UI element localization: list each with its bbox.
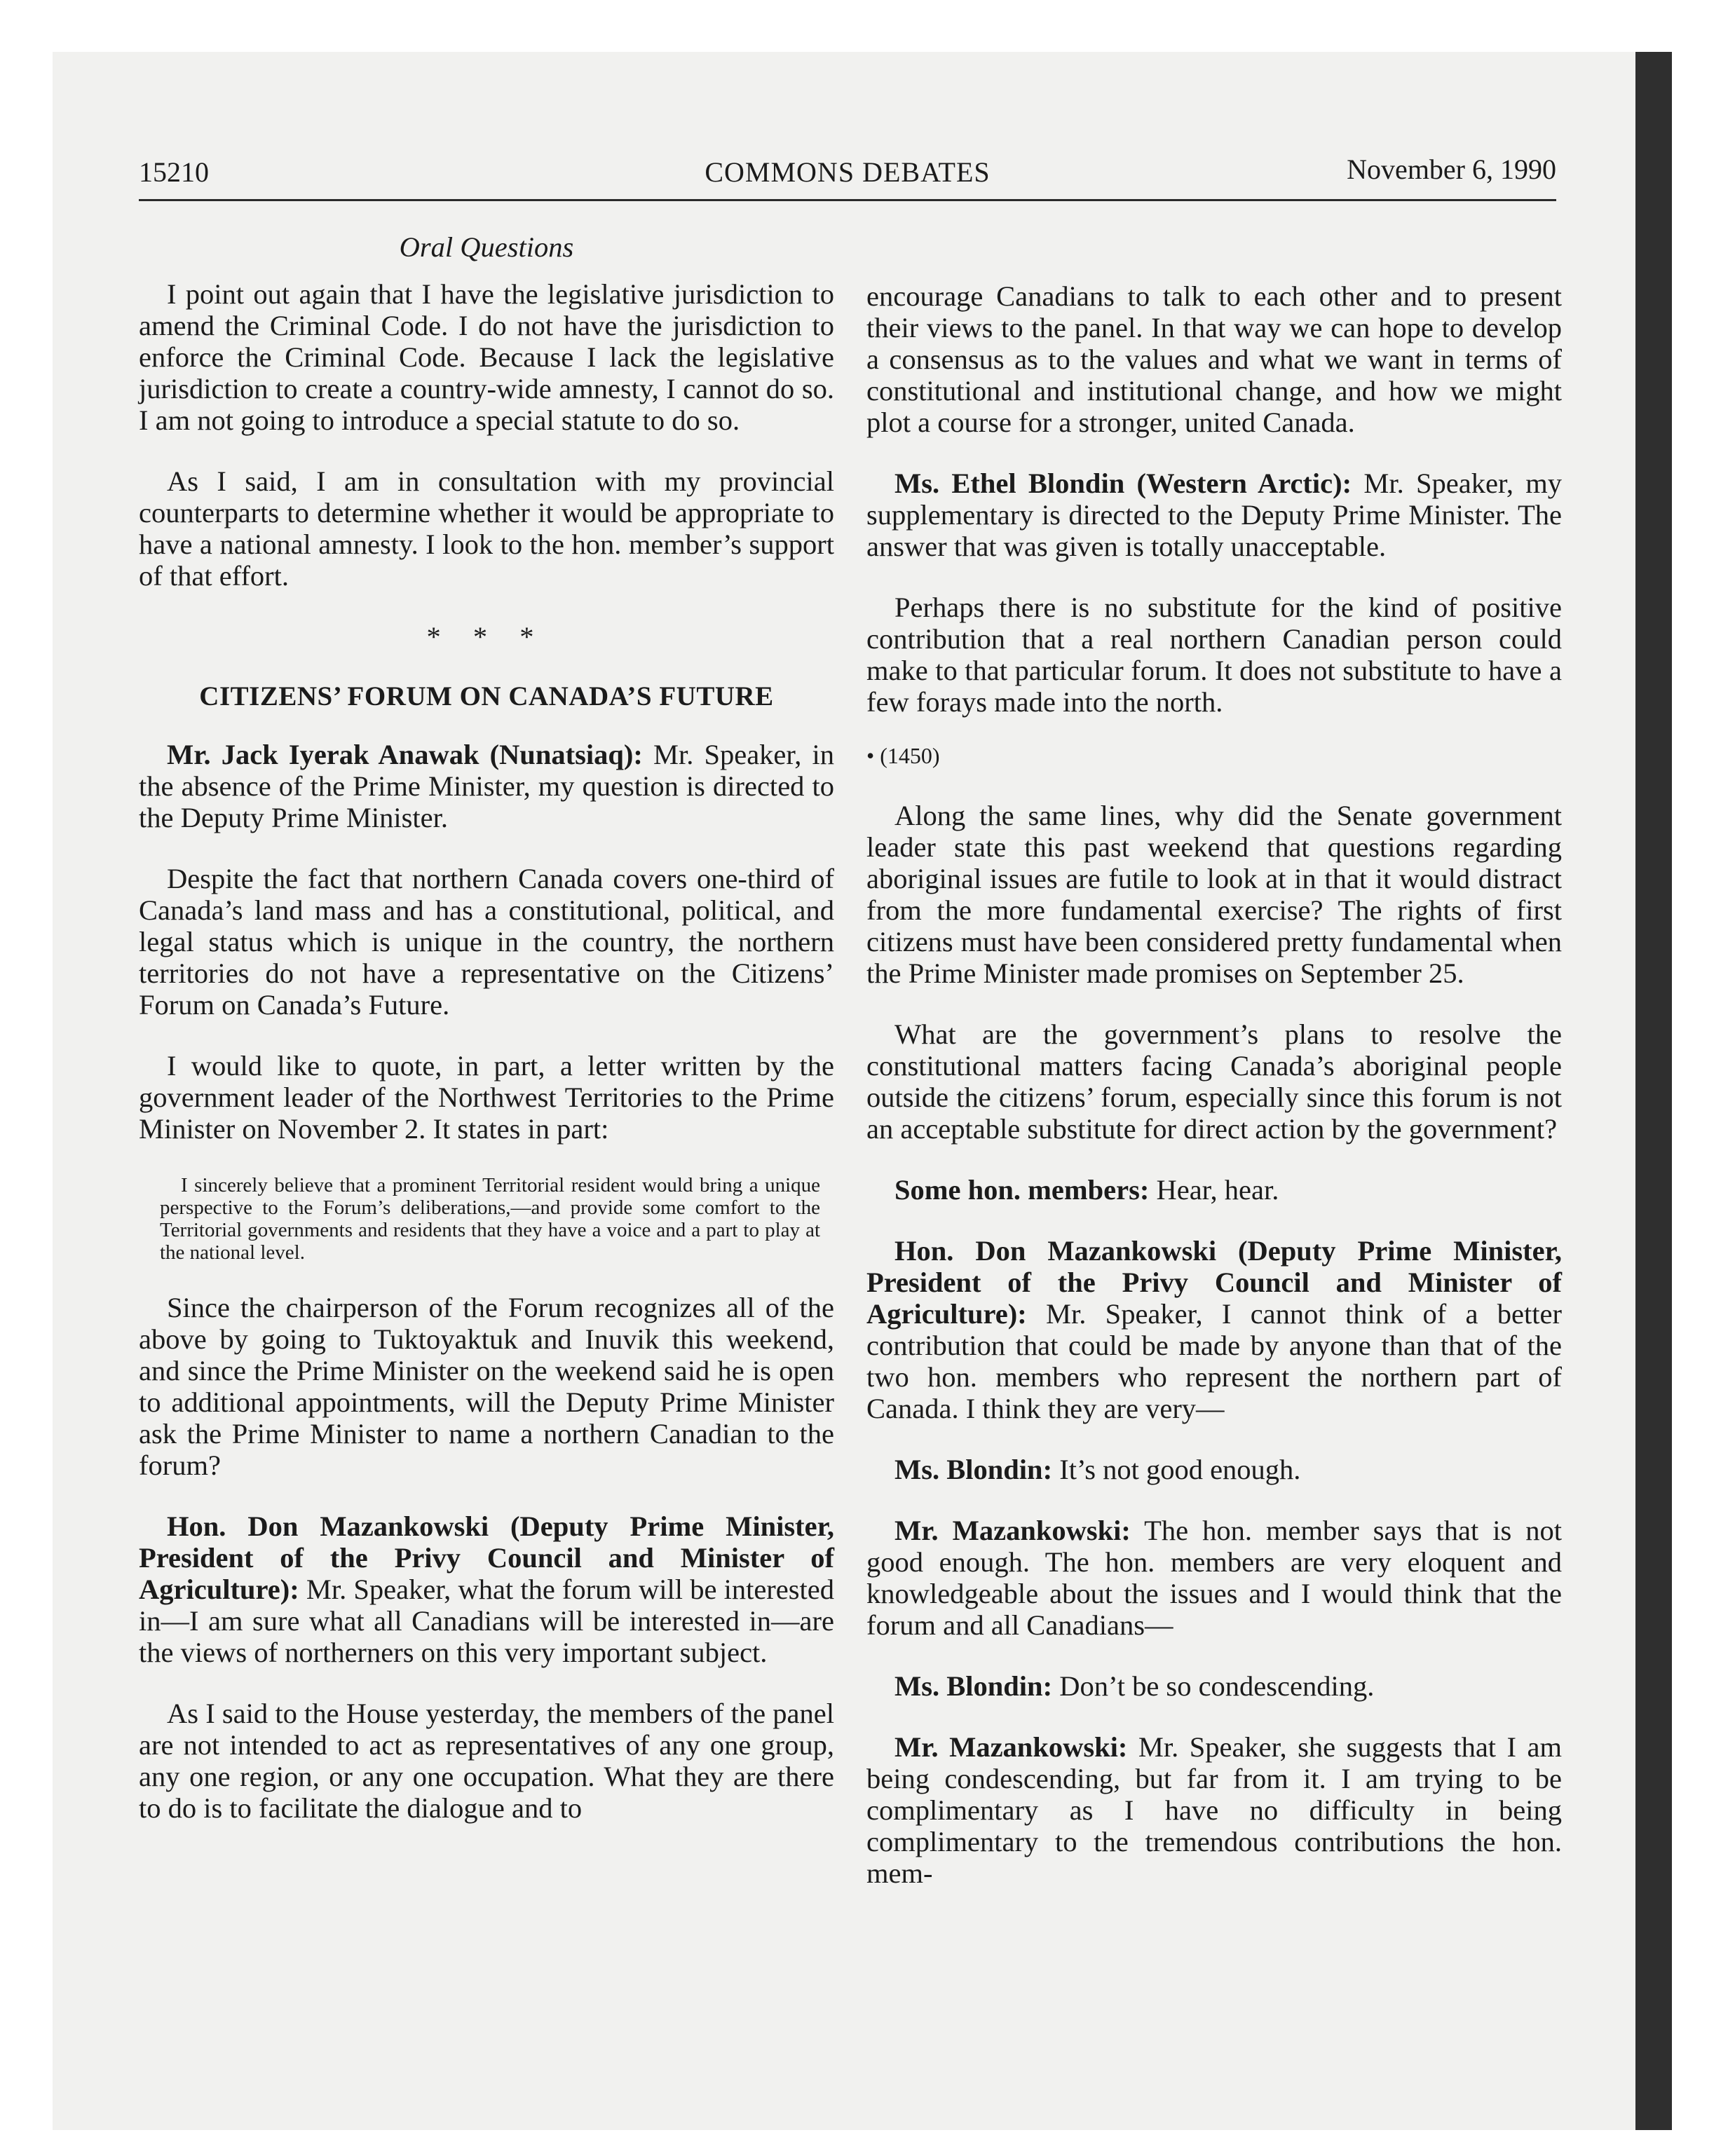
speaker-name: Ms. Ethel Blondin (Western Arctic): [894, 468, 1352, 499]
page-number: 15210 [139, 156, 209, 188]
section-label: Oral Questions [399, 231, 574, 263]
paragraph [866, 1515, 1562, 1641]
speaker-name: Some hon. members: [894, 1174, 1150, 1206]
publication-date: November 6, 1990 [1347, 153, 1556, 185]
left-column [139, 231, 834, 1853]
speech-text: Mr. Speaker, in the absence of the Prime Minister, my question is directed to the Deputy Prime Minister. [139, 739, 834, 833]
paragraph: What are the government’s plans to resolve the constitutional matters facing Canada’s aboriginal people outside the citizens’ forum, especially since this forum is not an acceptable substitute for direct action by the government? [866, 1018, 1562, 1145]
speech-text: The hon. member says that is not good enough. The hon. members are very eloquent and knowledgeable about the issues and I would think that the forum and all Canadians— [866, 1515, 1562, 1641]
publication-title: COMMONS DEBATES [705, 156, 991, 188]
speaker-name: Ms. Blondin: [894, 1454, 1053, 1485]
paragraph: I point out again that I have the legislative jurisdiction to amend the Criminal Code. I do not have the jurisdiction to enforce the Criminal Code. Because I lack the legislative jurisdiction to create a country-wide amnesty, I cannot do so. I am not going to introduce a special statute to do so. [139, 278, 834, 436]
speech-text: It’s not good enough. [1052, 1454, 1301, 1485]
page-header [139, 153, 1556, 198]
speech-text: Hear, hear. [1149, 1174, 1279, 1206]
paragraph [866, 1670, 1562, 1702]
header-rule [139, 199, 1556, 201]
speaker-name: Hon. Don Mazankowski (Deputy Prime Minister, President of the Privy Council and Minister of Agriculture): [866, 1235, 1562, 1330]
speech-text: Mr. Speaker, my supplementary is directed to the Deputy Prime Minister. The answer that was given is totally unacceptable. [866, 468, 1562, 562]
paragraph [866, 1174, 1562, 1206]
paragraph: encourage Canadians to talk to each other and to present their views to the panel. In that way we can hope to develop a consensus as to the values and what we want in terms of constitutional and institutional change, and how we might plot a course for a stronger, united Canada. [866, 280, 1562, 438]
speaker-name: Mr. Mazankowski: [894, 1731, 1128, 1763]
speaker-name: Hon. Don Mazankowski (Deputy Prime Minister, President of the Privy Council and Minister of Agriculture): [139, 1510, 834, 1605]
paragraph: As I said to the House yesterday, the members of the panel are not intended to act as representatives of any one group, any one region, or any one occupation. What they are there to do is to facilitate the dialogue and to [139, 1698, 834, 1824]
speech-text: Don’t be so condescending. [1052, 1670, 1375, 1702]
paragraph: I would like to quote, in part, a letter written by the government leader of the Northwest Territories to the Prime Minister on November 2. It states in part: [139, 1050, 834, 1145]
block-quote: I sincerely believe that a prominent Territorial resident would bring a unique perspective to the Forum’s deliberations,—and provide some comfort to the Territorial governments and residents that they have a voice and a part to play at the national level. [160, 1174, 820, 1264]
paragraph: Despite the fact that northern Canada covers one-third of Canada’s land mass and has a constitutional, political, and legal status which is unique in the country, the northern territories do not have a representative on the Citizens’ Forum on Canada’s Future. [139, 863, 834, 1021]
paragraph: Along the same lines, why did the Senate government leader state this past weekend that questions regarding aboriginal issues are futile to look at in that it would distract from the more fundamental exercise? The rights of first citizens must have been considered pretty fundamental when the Prime Minister made promises on September 25. [866, 800, 1562, 989]
paragraph [866, 468, 1562, 562]
paragraph [139, 739, 834, 833]
section-heading: CITIZENS’ FORUM ON CANADA’S FUTURE [199, 681, 774, 711]
section-separator: * * * [426, 621, 547, 653]
paragraph [866, 1235, 1562, 1424]
speech-text: Mr. Speaker, she suggests that I am being condescending, but far from it. I am trying to be complimentary as I have no difficulty in being complimentary to the tremendous contributions the hon. mem- [866, 1731, 1562, 1889]
binding-edge [1635, 52, 1672, 2130]
paragraph [139, 1510, 834, 1668]
right-column [866, 280, 1562, 1918]
paragraph: Since the chairperson of the Forum recognizes all of the above by going to Tuktoyaktuk and Inuvik this weekend, and since the Prime Minister on the weekend said he is open to additional appointments, will the Deputy Prime Minister ask the Prime Minister to name a northern Canadian to the forum? [139, 1292, 834, 1481]
paragraph [866, 1454, 1562, 1485]
speaker-name: Mr. Jack Iyerak Anawak (Nunatsiaq): [167, 739, 643, 770]
paragraph: Perhaps there is no substitute for the kind of positive contribution that a real northern Canadian person could make to that particular forum. It does not substitute to have a few forays made into the north. [866, 592, 1562, 718]
speaker-name: Ms. Blondin: [894, 1670, 1053, 1702]
speech-text: Mr. Speaker, I cannot think of a better contribution that could be made by anyone than that of the two hon. members who represent the northern part of Canada. I think they are very— [866, 1298, 1562, 1424]
speech-text: Mr. Speaker, what the forum will be interested in—I am sure what all Canadians will be interested in—are the views of northerners on this very important subject. [139, 1574, 834, 1668]
time-marker: • (1450) [866, 743, 940, 768]
speaker-name: Mr. Mazankowski: [894, 1515, 1131, 1546]
paragraph [866, 1731, 1562, 1889]
paragraph: As I said, I am in consultation with my provincial counterparts to determine whether it would be appropriate to have a national amnesty. I look to the hon. member’s support of that effort. [139, 465, 834, 592]
